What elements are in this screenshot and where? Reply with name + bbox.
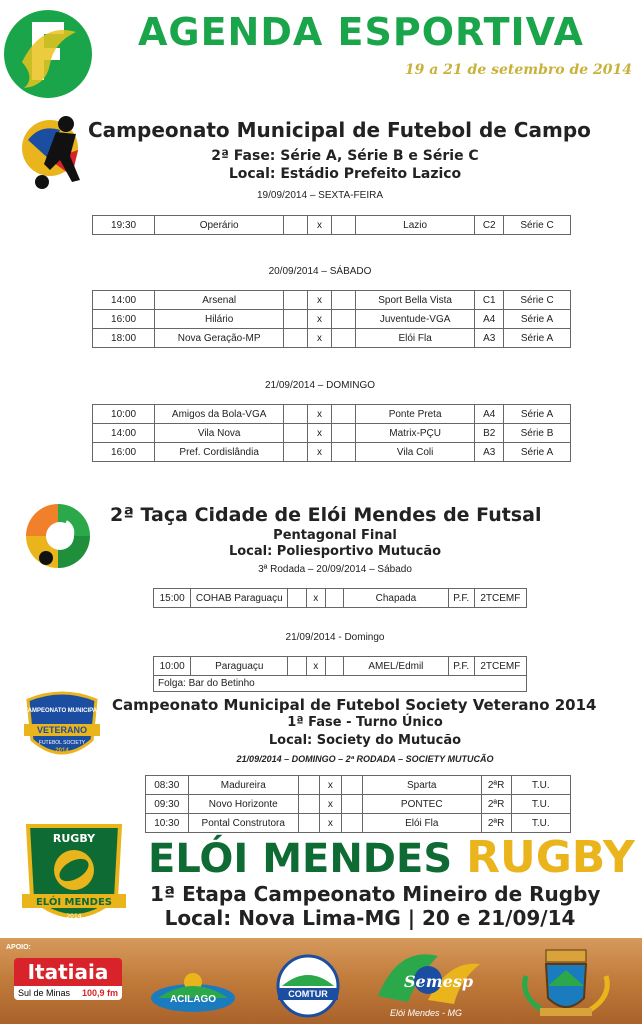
society-badge-icon — [22, 690, 102, 762]
campo-day1-table — [92, 215, 571, 235]
game-cell: 09:30 — [146, 795, 189, 814]
header-logo — [2, 2, 96, 102]
game-cell: 14:00 — [93, 291, 155, 310]
game-row — [154, 589, 527, 608]
game-cell: T.U. — [511, 776, 571, 795]
game-cell: 10:30 — [146, 814, 189, 833]
game-row — [93, 291, 571, 310]
game-cell: Série C — [504, 216, 571, 235]
event-dates: 19 a 21 de setembro de 2014 — [404, 62, 632, 78]
game-cell: x — [308, 329, 332, 348]
game-cell — [325, 589, 344, 608]
campo-day-label: 21/09/2014 – DOMINGO — [264, 380, 376, 391]
itatiaia-name: Itatiaia — [14, 958, 122, 986]
futsal-venue: Local: Poliesportivo Mutucão — [228, 544, 442, 559]
coat-of-arms-icon — [516, 946, 616, 1022]
semesp-logo — [368, 946, 488, 1022]
acilago-logo — [148, 968, 238, 1012]
game-row — [93, 405, 571, 424]
game-cell — [284, 310, 308, 329]
game-cell: x — [308, 443, 332, 462]
game-cell — [288, 657, 307, 676]
game-cell — [284, 424, 308, 443]
game-cell: Nova Geração-MP — [155, 329, 284, 348]
game-cell — [288, 589, 307, 608]
game-cell — [284, 443, 308, 462]
rugby-title-gold: RUGBY — [466, 832, 635, 883]
game-cell: Lazio — [355, 216, 475, 235]
society-title: Campeonato Municipal de Futebol Society Veterano 2014 — [112, 696, 597, 714]
society-logo-bottom: FUTEBOL SOCIETY — [38, 740, 86, 746]
game-cell: x — [308, 310, 332, 329]
game-cell — [331, 329, 355, 348]
semesp-sub: Elói Mendes - MG — [390, 1008, 463, 1018]
comtur-logo — [266, 954, 350, 1018]
game-cell: A4 — [475, 310, 504, 329]
soccer-player-logo — [20, 110, 88, 192]
game-cell: Matrix-PÇU — [355, 424, 475, 443]
game-cell — [325, 657, 344, 676]
soccer-player-icon — [20, 110, 88, 192]
comtur-name: COMTUR — [288, 989, 328, 999]
campo-phase: 2ª Fase: Série A, Série B e Série C — [211, 148, 479, 164]
game-cell: 2TCEMF — [474, 657, 526, 676]
society-logo-year: 2014 — [55, 748, 69, 754]
rugby-shield-icon — [16, 818, 132, 934]
game-cell: 10:00 — [93, 405, 155, 424]
game-cell: Sport Bella Vista — [355, 291, 475, 310]
game-cell: Vila Coli — [355, 443, 475, 462]
itatiaia-sub-row — [14, 986, 122, 1000]
city-coat-of-arms — [516, 946, 616, 1022]
game-cell — [299, 795, 320, 814]
acilago-sun-icon — [148, 968, 238, 1012]
game-cell: 2ªR — [481, 814, 511, 833]
itatiaia-sub: Sul de Minas — [18, 988, 71, 998]
rugby-title — [148, 832, 635, 883]
society-venue: Local: Society do Mutucão — [268, 733, 462, 748]
society-phase: 1ª Fase - Turno Único — [287, 715, 443, 730]
game-cell: 2ªR — [481, 795, 511, 814]
game-cell: 14:00 — [93, 424, 155, 443]
game-cell — [284, 329, 308, 348]
game-row — [93, 216, 571, 235]
futsal-folga: Folga: Bar do Betinho — [153, 676, 527, 692]
game-cell: x — [308, 291, 332, 310]
game-cell: Série C — [504, 291, 571, 310]
futsal-ball-icon — [22, 500, 94, 572]
game-cell: x — [320, 814, 341, 833]
game-cell — [331, 443, 355, 462]
game-cell: 10:00 — [154, 657, 191, 676]
society-logo-ribbon: VETERANO — [36, 725, 88, 735]
game-cell — [284, 405, 308, 424]
rugby-logo-top: RUGBY — [52, 832, 96, 845]
game-cell: A3 — [475, 443, 504, 462]
game-cell: x — [320, 776, 341, 795]
game-cell — [299, 814, 320, 833]
game-cell — [331, 310, 355, 329]
rugby-logo-banner: ELÓI MENDES — [35, 897, 113, 908]
game-row — [154, 657, 527, 676]
itatiaia-freq: 100,9 fm — [81, 988, 118, 998]
game-cell: A4 — [475, 405, 504, 424]
game-cell: 2TCEMF — [474, 589, 526, 608]
game-cell: Paraguaçu — [191, 657, 288, 676]
game-cell: x — [308, 216, 332, 235]
game-cell — [331, 424, 355, 443]
agenda-logo-icon — [2, 2, 96, 102]
futsal-day2-block — [153, 656, 527, 692]
game-cell — [331, 216, 355, 235]
game-cell: Elói Fla — [362, 814, 481, 833]
futsal-title: 2ª Taça Cidade de Elói Mendes de Futsal — [110, 504, 542, 526]
game-cell: COHAB Paraguaçu — [191, 589, 288, 608]
game-cell — [284, 216, 308, 235]
game-cell: 15:00 — [154, 589, 191, 608]
futsal-logo — [22, 500, 94, 572]
game-cell: x — [308, 405, 332, 424]
futsal-day1-table — [153, 588, 527, 608]
game-row — [93, 329, 571, 348]
game-cell — [341, 814, 362, 833]
game-cell — [341, 795, 362, 814]
game-cell — [331, 405, 355, 424]
rugby-logo-year: 2014 — [66, 913, 82, 920]
game-cell: C1 — [475, 291, 504, 310]
game-cell: Novo Horizonte — [188, 795, 299, 814]
game-row — [93, 443, 571, 462]
game-cell: Série A — [504, 443, 571, 462]
apoio-label: APOIO: — [6, 944, 31, 951]
game-cell: x — [306, 589, 325, 608]
futsal-phase: Pentagonal Final — [273, 528, 397, 543]
game-cell: 18:00 — [93, 329, 155, 348]
game-row — [146, 795, 571, 814]
futsal-day1-label: 3ª Rodada – 20/09/2014 – Sábado — [258, 564, 412, 575]
game-cell: Série A — [504, 310, 571, 329]
game-cell: x — [306, 657, 325, 676]
game-cell: Elói Fla — [355, 329, 475, 348]
game-row — [93, 310, 571, 329]
game-cell — [299, 776, 320, 795]
game-cell: Série A — [504, 405, 571, 424]
game-cell: Pontal Construtora — [188, 814, 299, 833]
society-logo — [22, 690, 102, 762]
game-cell: x — [308, 424, 332, 443]
game-cell: 16:00 — [93, 443, 155, 462]
futsal-day2-table — [153, 656, 527, 676]
society-round-label: 21/09/2014 – DOMINGO – 2ª RODADA – SOCIETY MUTUCÃO — [236, 754, 494, 764]
game-cell: B2 — [475, 424, 504, 443]
game-cell: T.U. — [511, 795, 571, 814]
game-cell: PONTEC — [362, 795, 481, 814]
game-cell: Ponte Preta — [355, 405, 475, 424]
game-cell: Operário — [155, 216, 284, 235]
sponsors-footer — [0, 938, 642, 1024]
game-cell: x — [320, 795, 341, 814]
rugby-logo — [16, 818, 132, 934]
game-cell: Chapada — [344, 589, 448, 608]
campo-day2-table — [92, 290, 571, 348]
campo-day3-table — [92, 404, 571, 462]
game-cell: Juventude-VGA — [355, 310, 475, 329]
game-cell: 16:00 — [93, 310, 155, 329]
game-cell: P.F. — [448, 657, 474, 676]
game-cell: Série A — [504, 329, 571, 348]
game-cell: AMEL/Edmil — [344, 657, 448, 676]
futsal-day2-label: 21/09/2014 - Domingo — [285, 632, 385, 643]
campo-venue: Local: Estádio Prefeito Lazico — [228, 166, 462, 182]
game-cell: Vila Nova — [155, 424, 284, 443]
campo-day-label: 20/09/2014 – SÁBADO — [268, 266, 372, 277]
game-row — [93, 424, 571, 443]
society-table — [145, 775, 571, 833]
game-cell: Sparta — [362, 776, 481, 795]
game-cell: Madureira — [188, 776, 299, 795]
game-cell — [331, 291, 355, 310]
rugby-line1: 1ª Etapa Campeonato Mineiro de Rugby — [150, 882, 601, 906]
game-cell — [341, 776, 362, 795]
campo-title: Campeonato Municipal de Futebol de Campo — [88, 118, 591, 142]
game-cell: 2ªR — [481, 776, 511, 795]
acilago-name: ACILAGO — [169, 994, 217, 1005]
comtur-circle-icon — [266, 954, 350, 1018]
game-cell: Série B — [504, 424, 571, 443]
game-cell: P.F. — [448, 589, 474, 608]
itatiaia-logo — [14, 958, 122, 1018]
game-cell: C2 — [475, 216, 504, 235]
game-cell: Pref. Cordislândia — [155, 443, 284, 462]
page-title: AGENDA ESPORTIVA — [138, 10, 584, 54]
game-cell: 19:30 — [93, 216, 155, 235]
game-row — [146, 776, 571, 795]
semesp-name: Semesp — [404, 972, 474, 991]
rugby-title-green: ELÓI MENDES — [148, 836, 453, 882]
game-cell: Arsenal — [155, 291, 284, 310]
game-cell: 08:30 — [146, 776, 189, 795]
game-cell: A3 — [475, 329, 504, 348]
game-cell: Hilário — [155, 310, 284, 329]
society-logo-top: CAMPEONATO MUNICIPAL — [23, 708, 101, 714]
game-cell — [284, 291, 308, 310]
game-cell: T.U. — [511, 814, 571, 833]
rugby-line2: Local: Nova Lima-MG | 20 e 21/09/14 — [164, 906, 576, 930]
game-row — [146, 814, 571, 833]
game-cell: Amigos da Bola-VGA — [155, 405, 284, 424]
campo-day-label: 19/09/2014 – SEXTA-FEIRA — [257, 190, 383, 201]
